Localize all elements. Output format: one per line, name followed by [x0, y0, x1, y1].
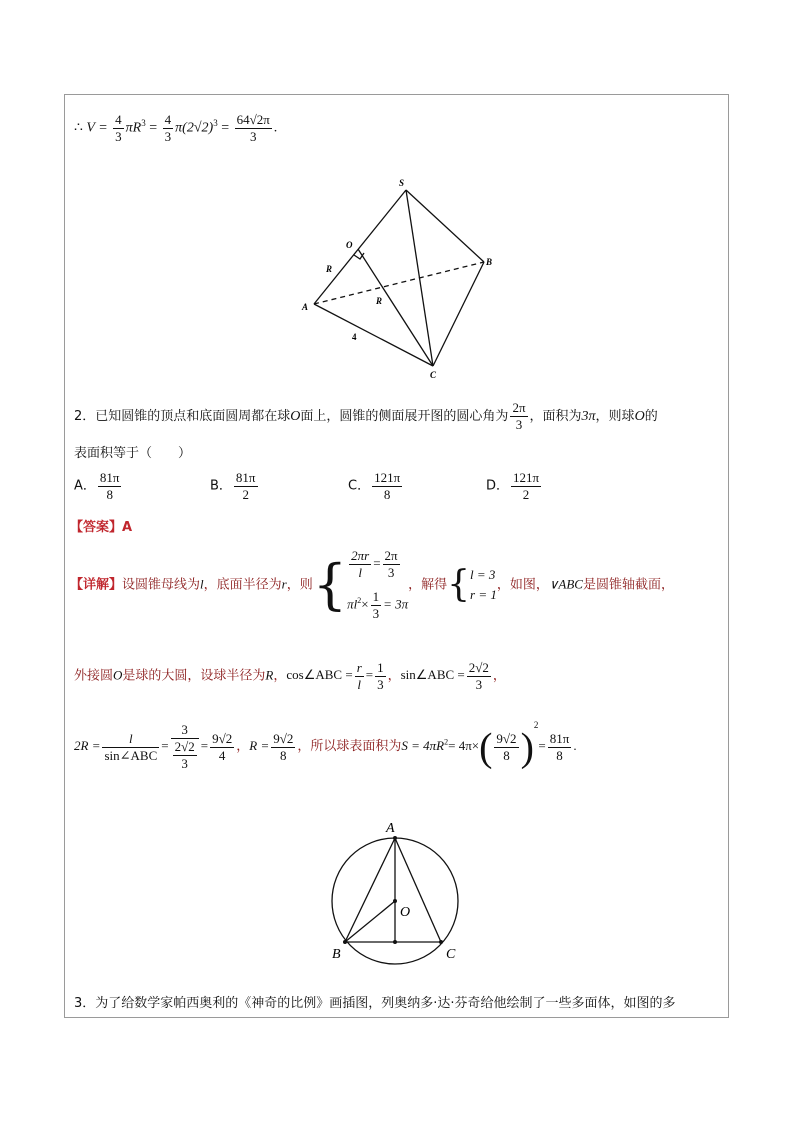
label-4: 4	[352, 332, 357, 342]
circle-triangle-figure	[320, 814, 480, 974]
edge-SA	[314, 190, 406, 304]
edge-SB	[406, 190, 484, 262]
label-R1: R	[326, 264, 333, 274]
volume-formula: ∴ V = $\frac{4}{3}$ $\pi R^3$ = $\frac{4}{3}$ $\pi(2√2)^3$ = $\frac{64√2\pi}{3}$ .	[74, 112, 278, 144]
label-A: A	[302, 302, 309, 312]
detail-line1: 【详解】设圆锥母线为l，底面半径为r，则{ $\frac{2\pi r}{l}$ = $\frac{2\pi}{3}$ $\pi l^2\times$ $\frac{1}{3}$ = 3π ，解得{ l = 3 r = 1 ，如图，∨ABC是圆锥轴截面，	[70, 548, 674, 621]
edge-OC	[358, 249, 433, 366]
label-B: B	[332, 947, 341, 962]
question-2-line1: 2．已知圆锥的顶点和底面圆周都在球O面上，圆锥的侧面展开图的圆心角为 $\frac{2\pi}{3}$ ，面积为3π，则球O的	[74, 400, 658, 432]
point-C	[439, 940, 443, 944]
option-c[interactable]: C． $\frac{121\pi}{8}$	[348, 470, 401, 502]
label-R2: R	[376, 296, 383, 306]
edge-BC	[433, 262, 484, 366]
option-d[interactable]: D． $\frac{121\pi}{2}$	[486, 470, 540, 502]
right-angle-mark	[354, 253, 364, 259]
answer: 【答案】A	[70, 520, 133, 535]
label-A: A	[386, 821, 395, 836]
tetrahedron-figure	[290, 172, 510, 382]
question-3-line1: 3．为了给数学家帕西奥利的《神奇的比例》画插图，列奥纳多·达·芬奇给他绘制了一些多面体，如图的多	[74, 996, 676, 1011]
point-A	[393, 836, 397, 840]
point-B	[343, 940, 347, 944]
label-O: O	[346, 240, 353, 250]
label-O: O	[400, 905, 411, 920]
label-C: C	[446, 947, 456, 962]
edge-AB	[314, 262, 484, 304]
question-2-line2: 表面积等于（ ）	[74, 446, 192, 461]
option-a[interactable]: A． $\frac{81\pi}{8}$	[74, 470, 120, 502]
label-B: B	[486, 257, 493, 267]
detail-line3: 2R = $\frac{l}{\text{sin∠ABC}}$ = $\frac{3}{\frac{2√2}{3}}$ = $\frac{9√2}{4}$ ，R = $\frac{9√2}{8}$ ，所以球表面积为$S = 4\pi R^2= 4\pi\times$( $\frac{9√2}{8}$ )$^2$= $\frac{81\pi}{8}$ .	[74, 720, 577, 772]
point-O	[393, 899, 397, 903]
label-S: S	[399, 178, 405, 188]
detail-line2: 外接圆O是球的大圆，设球半径为R，cos∠ABC = $\frac{r}{l}$ = $\frac{1}{3}$ ，sin∠ABC = $\frac{2√2}{3}$ ，	[74, 660, 506, 692]
radius-OB	[345, 901, 395, 942]
side-AB	[345, 838, 395, 942]
point-D	[393, 940, 397, 944]
label-C: C	[430, 370, 437, 380]
edge-AC	[314, 304, 433, 366]
option-b[interactable]: B． $\frac{81\pi}{2}$	[210, 470, 256, 502]
side-AC	[395, 838, 441, 942]
